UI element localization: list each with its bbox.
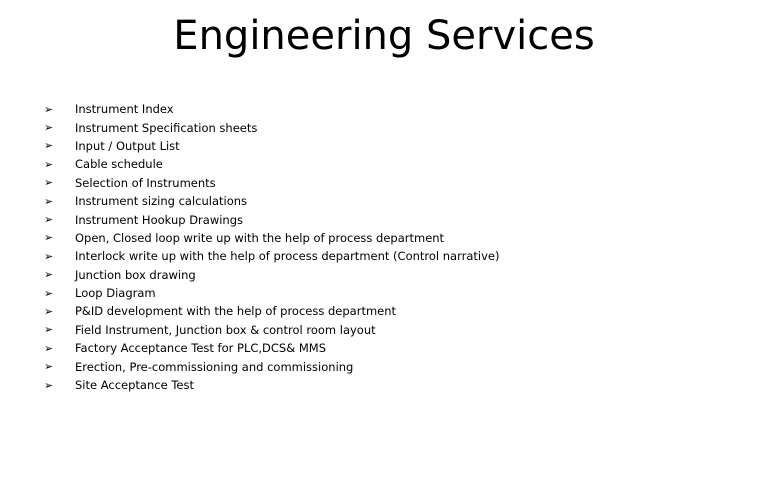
arrow-bullet-icon: ➢ [44, 231, 54, 245]
list-item-text: Instrument Hookup Drawings [75, 212, 244, 227]
list-item-text: Cable schedule [75, 157, 163, 172]
arrow-bullet-icon: ➢ [44, 378, 54, 392]
arrow-bullet-icon: ➢ [44, 323, 54, 337]
list-item [44, 339, 499, 357]
list-item [44, 247, 499, 265]
list-item-text: Instrument Index [75, 102, 174, 117]
list-item [44, 118, 499, 136]
list-item-text: Instrument Specification sheets [75, 120, 258, 135]
list-item [44, 192, 499, 210]
list-item [44, 266, 499, 284]
arrow-bullet-icon: ➢ [44, 213, 54, 227]
list-item-text: Input / Output List [75, 138, 180, 153]
arrow-bullet-icon: ➢ [44, 121, 54, 135]
list-item [44, 137, 499, 155]
list-item [44, 210, 499, 228]
list-item [44, 174, 499, 192]
list-item [44, 100, 499, 118]
arrow-bullet-icon: ➢ [44, 176, 54, 190]
list-item [44, 357, 499, 375]
list-item-text: Junction box drawing [75, 267, 196, 282]
list-item-text: P&ID development with the help of process department [75, 304, 397, 319]
list-item-text: Factory Acceptance Test for PLC,DCS& MMS [75, 341, 326, 356]
arrow-bullet-icon: ➢ [44, 157, 54, 171]
list-item-text: Selection of Instruments [75, 175, 216, 190]
list-item [44, 302, 499, 320]
bullet-list [44, 100, 499, 394]
arrow-bullet-icon: ➢ [44, 286, 54, 300]
arrow-bullet-icon: ➢ [44, 304, 54, 318]
list-item [44, 155, 499, 173]
list-item-text: Site Acceptance Test [75, 378, 194, 393]
list-item-text: Interlock write up with the help of process department (Control narrative) [75, 249, 500, 264]
arrow-bullet-icon: ➢ [44, 268, 54, 282]
list-item [44, 284, 499, 302]
list-item-text: Open, Closed loop write up with the help of process department [75, 230, 445, 245]
list-item-text: Instrument sizing calculations [75, 194, 248, 209]
list-item [44, 229, 499, 247]
list-item [44, 376, 499, 394]
arrow-bullet-icon: ➢ [44, 102, 54, 116]
list-item-text: Loop Diagram [75, 286, 156, 301]
arrow-bullet-icon: ➢ [44, 249, 54, 263]
list-item-text: Erection, Pre-commissioning and commissioning [75, 359, 354, 374]
arrow-bullet-icon: ➢ [44, 341, 54, 355]
list-item [44, 321, 499, 339]
arrow-bullet-icon: ➢ [44, 360, 54, 374]
slide-title: Engineering Services [173, 13, 595, 59]
arrow-bullet-icon: ➢ [44, 139, 54, 153]
list-item-text: Field Instrument, Junction box & control room layout [75, 322, 376, 337]
arrow-bullet-icon: ➢ [44, 194, 54, 208]
